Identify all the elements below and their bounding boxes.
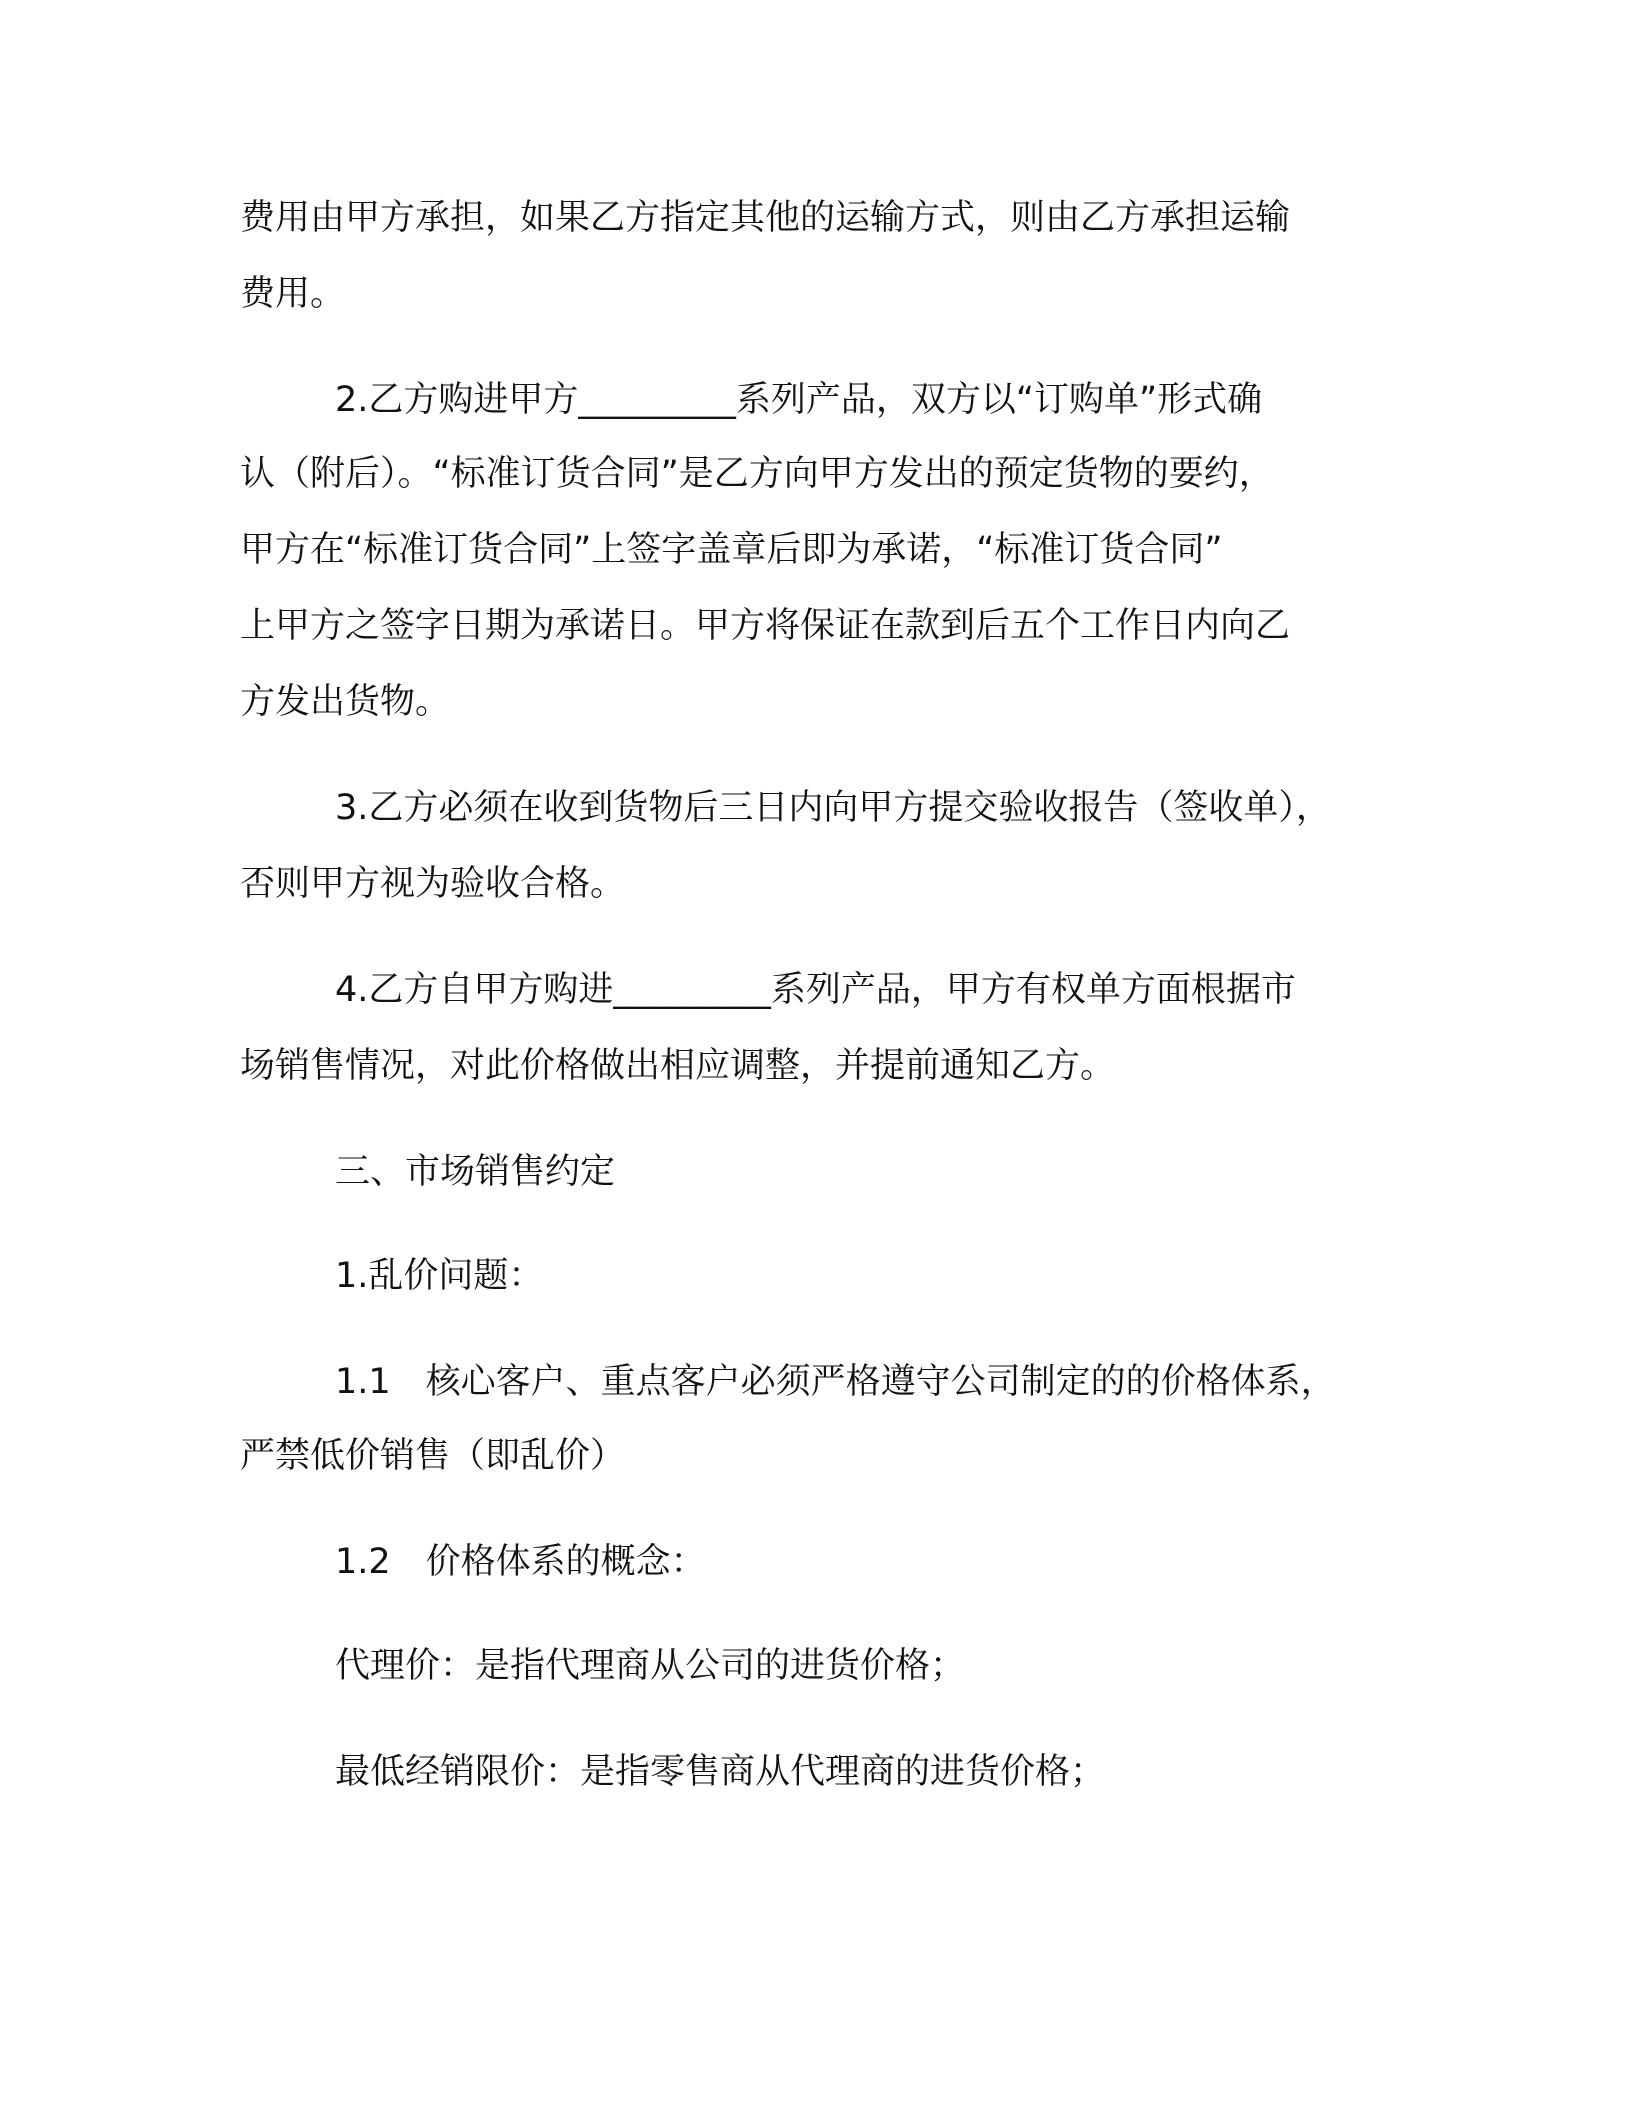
clause-3-line-1: 3.乙方必须在收到货物后三日内向甲方提交验收报告（签收单）， (335, 788, 1331, 828)
clause-1-2-heading: 1.2 价格体系的概念： (335, 1542, 706, 1582)
clause-4-line-1: 4.乙方自甲方购进_________系列产品，甲方有权单方面根据市 (335, 970, 1296, 1010)
clause-2-line-2: 认（附后）。“标准订货合同”是乙方向甲方发出的预定货物的要约， (240, 454, 1274, 494)
clause-2-line-5: 方发出货物。 (240, 682, 451, 722)
clause-3-line-2: 否则甲方视为验收合格。 (240, 864, 626, 904)
clause-1-1-line-1: 1.1 核心客户、重点客户必须严格遵守公司制定的的价格体系， (335, 1362, 1336, 1402)
clause-1-1-line-2: 严禁低价销售（即乱价） (240, 1436, 626, 1476)
clause-4-line-2: 场销售情况，对此价格做出相应调整，并提前通知乙方。 (240, 1046, 1116, 1086)
definition-min-dealer-price: 最低经销限价：是指零售商从代理商的进货价格； (335, 1752, 1106, 1792)
clause-2-line-1: 2.乙方购进甲方_________系列产品，双方以“订购单”形式确 (335, 380, 1263, 420)
definition-agent-price: 代理价：是指代理商从公司的进货价格； (335, 1646, 966, 1686)
text-line-1: 费用由甲方承担，如果乙方指定其他的运输方式，则由乙方承担运输 (240, 198, 1291, 238)
text-line-2: 费用。 (240, 274, 346, 314)
subsection-1-heading: 1.乱价问题： (335, 1256, 544, 1296)
clause-2-line-3: 甲方在“标准订货合同”上签字盖章后即为承诺，“标准订货合同” (240, 530, 1223, 570)
clause-2-line-4: 上甲方之签字日期为承诺日。甲方将保证在款到后五个工作日内向乙 (240, 606, 1291, 646)
section-3-heading: 三、市场销售约定 (335, 1152, 616, 1192)
